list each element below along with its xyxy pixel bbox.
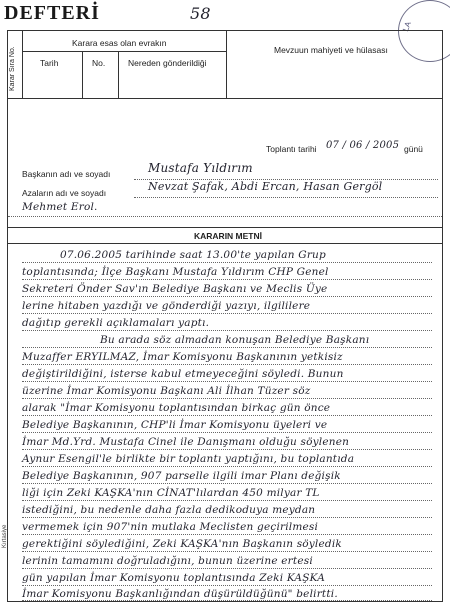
column-divider bbox=[226, 31, 227, 98]
decision-line: Bu arada söz almadan konuşan Belediye Başkanı bbox=[100, 334, 370, 346]
ruled-line bbox=[22, 398, 432, 399]
decision-line: Sekreteri Önder Sav'ın Belediye Başkanı ve Meclis Üye bbox=[22, 283, 328, 295]
ruled-line bbox=[22, 296, 432, 297]
decision-line: Belediye Başkanının, 907 parselle ilgili imar Planı değişik bbox=[22, 470, 341, 482]
decision-line: alarak "İmar Komisyonu toplantısından birkaç gün önce bbox=[22, 402, 331, 414]
decision-line: vermemek için 907'nin mutlaka Meclisten geçirilmesi bbox=[22, 521, 319, 533]
toplanti-tarihi-label: Toplantı tarihi bbox=[266, 144, 317, 154]
ruled-line bbox=[22, 330, 432, 331]
ruled-line bbox=[22, 364, 432, 365]
header-bottom-rule bbox=[8, 98, 442, 99]
azalar-label: Azaların adı ve soyadı bbox=[22, 188, 107, 198]
ruled-line bbox=[22, 483, 432, 484]
margin-note: Kırtasiye bbox=[2, 524, 8, 548]
ruled-line bbox=[22, 466, 432, 467]
decision-line: Belediye Başkanının, CHP'li İmar Komisyonu üyeleri ve bbox=[22, 419, 328, 431]
decision-line: toplantısında; İlçe Başkanı Mustafa Yıldırım CHP Genel bbox=[22, 266, 329, 278]
decision-line: Muzaffer ERYILMAZ, İmar Komisyonu Başkanının yetkisiz bbox=[22, 351, 343, 363]
azalar-rule bbox=[134, 197, 438, 198]
baskan-label: Başkanın adı ve soyadı bbox=[22, 169, 111, 179]
ruled-line bbox=[22, 600, 432, 601]
azalar-value-line1: Nevzat Şafak, Abdi Ercan, Hasan Gergöl bbox=[148, 180, 383, 193]
ruled-line bbox=[22, 585, 432, 586]
azalar-rule-2 bbox=[8, 216, 442, 217]
baskan-value: Mustafa Yıldırım bbox=[148, 161, 253, 175]
karar-heading: KARARIN METNİ bbox=[194, 231, 262, 241]
karar-sira-no-header: Karar Sıra No. bbox=[9, 46, 16, 91]
ruled-line bbox=[22, 517, 432, 518]
mevzuun-header: Mevzuun mahiyeti ve hülasası bbox=[274, 45, 388, 55]
decision-line: üzerine İmar Komisyonu Başkanı Ali İlhan Tüzer söz bbox=[22, 385, 311, 397]
ruled-line bbox=[22, 313, 432, 314]
decision-line: İmar Md.Yrd. Mustafa Cinel ile Danışmanı olduğu söylenen bbox=[22, 436, 350, 448]
ruled-line bbox=[22, 551, 432, 552]
azalar-value-line2: Mehmet Erol. bbox=[22, 201, 98, 213]
stamp-text: LA bbox=[400, 20, 413, 33]
gunu-label: günü bbox=[404, 144, 423, 154]
column-divider bbox=[118, 51, 119, 98]
ruled-line bbox=[22, 449, 432, 450]
column-divider bbox=[82, 51, 83, 98]
ruled-line bbox=[22, 415, 432, 416]
nereden-header: Nereden gönderildiği bbox=[128, 58, 207, 68]
register-title: DEFTERİ bbox=[4, 2, 100, 24]
ruled-line bbox=[22, 381, 432, 382]
column-divider bbox=[22, 31, 23, 98]
decision-line: 07.06.2005 tarihinde saat 13.00'te yapılan Grup bbox=[60, 249, 326, 261]
header-divider bbox=[22, 51, 226, 52]
no-header: No. bbox=[92, 58, 106, 68]
ruled-line bbox=[22, 568, 432, 569]
ruled-line bbox=[22, 534, 432, 535]
decision-line: İmar Komisyonu Başkanlığından düşürüldüğünü" belirtti. bbox=[22, 588, 338, 600]
tarih-header: Tarih bbox=[40, 58, 59, 68]
decision-line: liği için Zeki KAŞKA'nın CİNAT'lılardan 450 milyar TL bbox=[22, 487, 320, 499]
toplanti-date-value: 07 / 06 / 2005 bbox=[326, 140, 400, 151]
decision-line: gerektiğini söylediğini, Zeki KAŞKA'nın Başkanın söyledik bbox=[22, 538, 342, 550]
decision-line: dağıtıp gerekli açıklamaları yaptı. bbox=[22, 317, 210, 329]
decision-line: lerine hitaben yazdığı ve gönderdiği yazıyı, ilgililere bbox=[22, 300, 311, 312]
karar-heading-top-rule bbox=[8, 227, 442, 228]
decision-line: lerinin tamamını doğruladığını, bunun üzerine ertesi bbox=[22, 555, 313, 567]
ruled-line bbox=[22, 500, 432, 501]
ruled-line bbox=[22, 347, 432, 348]
decision-line: Aynur Esengil'le birlikte bir toplantı yaptığını, bu toplantıda bbox=[22, 453, 355, 465]
decision-line: gün yapılan İmar Komisyonu toplantısında Zeki KAŞKA bbox=[22, 572, 326, 584]
decision-line: değiştirildiğini, isterse kabul etmeyeceğini söyledi. Bunun bbox=[22, 368, 344, 380]
karara-esas-header: Karara esas olan evrakın bbox=[72, 38, 167, 48]
ruled-line bbox=[22, 279, 432, 280]
ruled-line bbox=[22, 262, 432, 263]
decision-line: istediğini, bu nedenle daha fazla dedikoduya meydan bbox=[22, 504, 316, 516]
karar-heading-bottom-rule bbox=[8, 243, 442, 244]
page-number: 58 bbox=[190, 4, 211, 23]
ruled-line bbox=[22, 432, 432, 433]
